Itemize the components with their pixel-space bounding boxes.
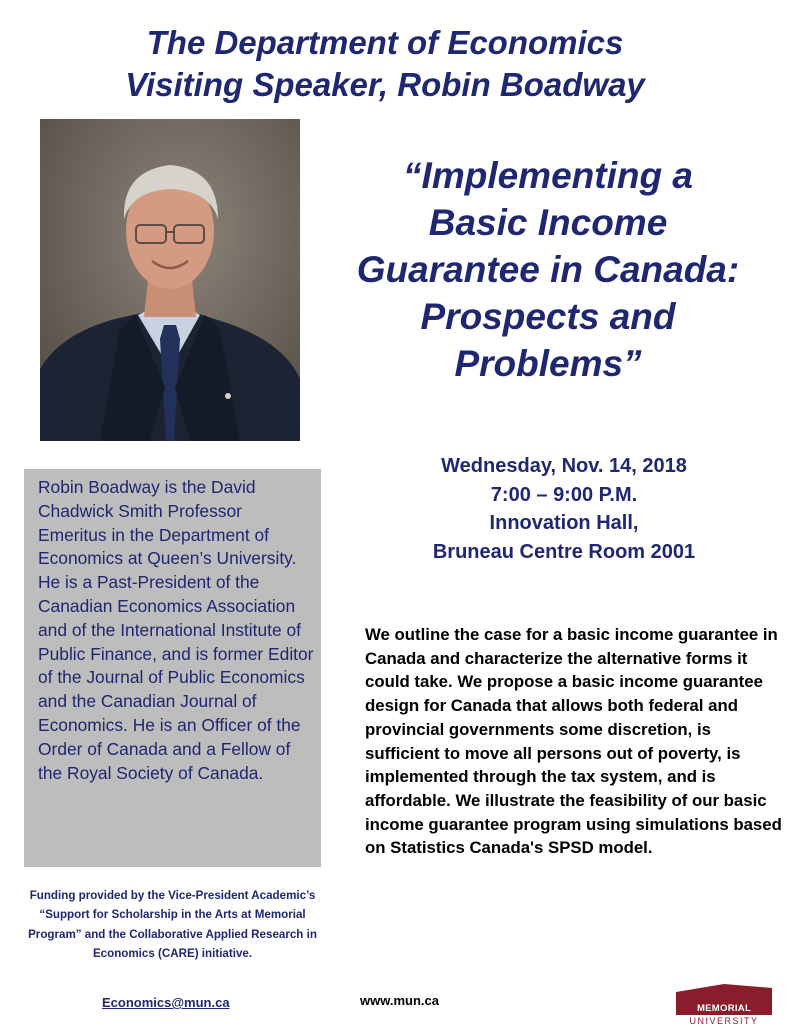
header-line-2: Visiting Speaker, Robin Boadway (125, 66, 645, 103)
funding-note: Funding provided by the Vice-President Academic’s “Support for Scholarship in the Arts at Memorial Program” and the Collaborative Applied Research in Economics (CARE) initiative. (28, 889, 317, 960)
talk-title-line-5: Problems” (454, 343, 642, 384)
logo-wordmark: MEMORIAL (696, 1003, 752, 1014)
contact-email-link[interactable]: Economics@mun.ca (102, 995, 230, 1010)
speaker-photo (40, 119, 300, 441)
talk-title-line-3: Guarantee in Canada: (356, 249, 740, 290)
event-date: Wednesday, Nov. 14, 2018 (441, 455, 687, 477)
event-venue: Innovation Hall, (489, 512, 639, 534)
talk-title-line-2: Basic Income (428, 202, 668, 243)
event-time: 7:00 – 9:00 P.M. (490, 483, 638, 506)
event-room: Bruneau Centre Room 2001 (432, 540, 696, 563)
talk-title-line-1: “Implementing a (403, 155, 693, 196)
speaker-portrait-illustration (40, 119, 300, 441)
logo-subtitle: UNIVERSITY (689, 1016, 759, 1026)
speaker-bio: Robin Boadway is the David Chadwick Smith Professor Emeritus in the Department of Economics at Queen’s University. He is a Past-President of the Canadian Economics Association and of the International Institute of Public Finance, and is former Editor of the Journal of Public Economics and the Canadian Journal of Economics. He is an Officer of the Order of Canada and a Fellow of the Royal Society of Canada. (24, 469, 321, 867)
website-link[interactable]: www.mun.ca (360, 993, 439, 1008)
event-details (355, 452, 773, 566)
talk-title-line-4: Prospects and (420, 296, 676, 337)
header-line-1: The Department of Economics (146, 24, 624, 61)
poster-header (0, 22, 770, 106)
memorial-university-logo (676, 982, 772, 1032)
talk-title (318, 152, 778, 387)
talk-abstract: We outline the case for a basic income guarantee in Canada and characterize the alternative forms it could take. We propose a basic income guarantee design for Canada that allows both federal and provincial governments some discretion, is sufficient to move all persons out of poverty, is implemented through the tax system, and is affordable. We illustrate the feasibility of our basic income guarantee program using simulations based on Statistics Canada's SPSD model. (365, 625, 782, 858)
